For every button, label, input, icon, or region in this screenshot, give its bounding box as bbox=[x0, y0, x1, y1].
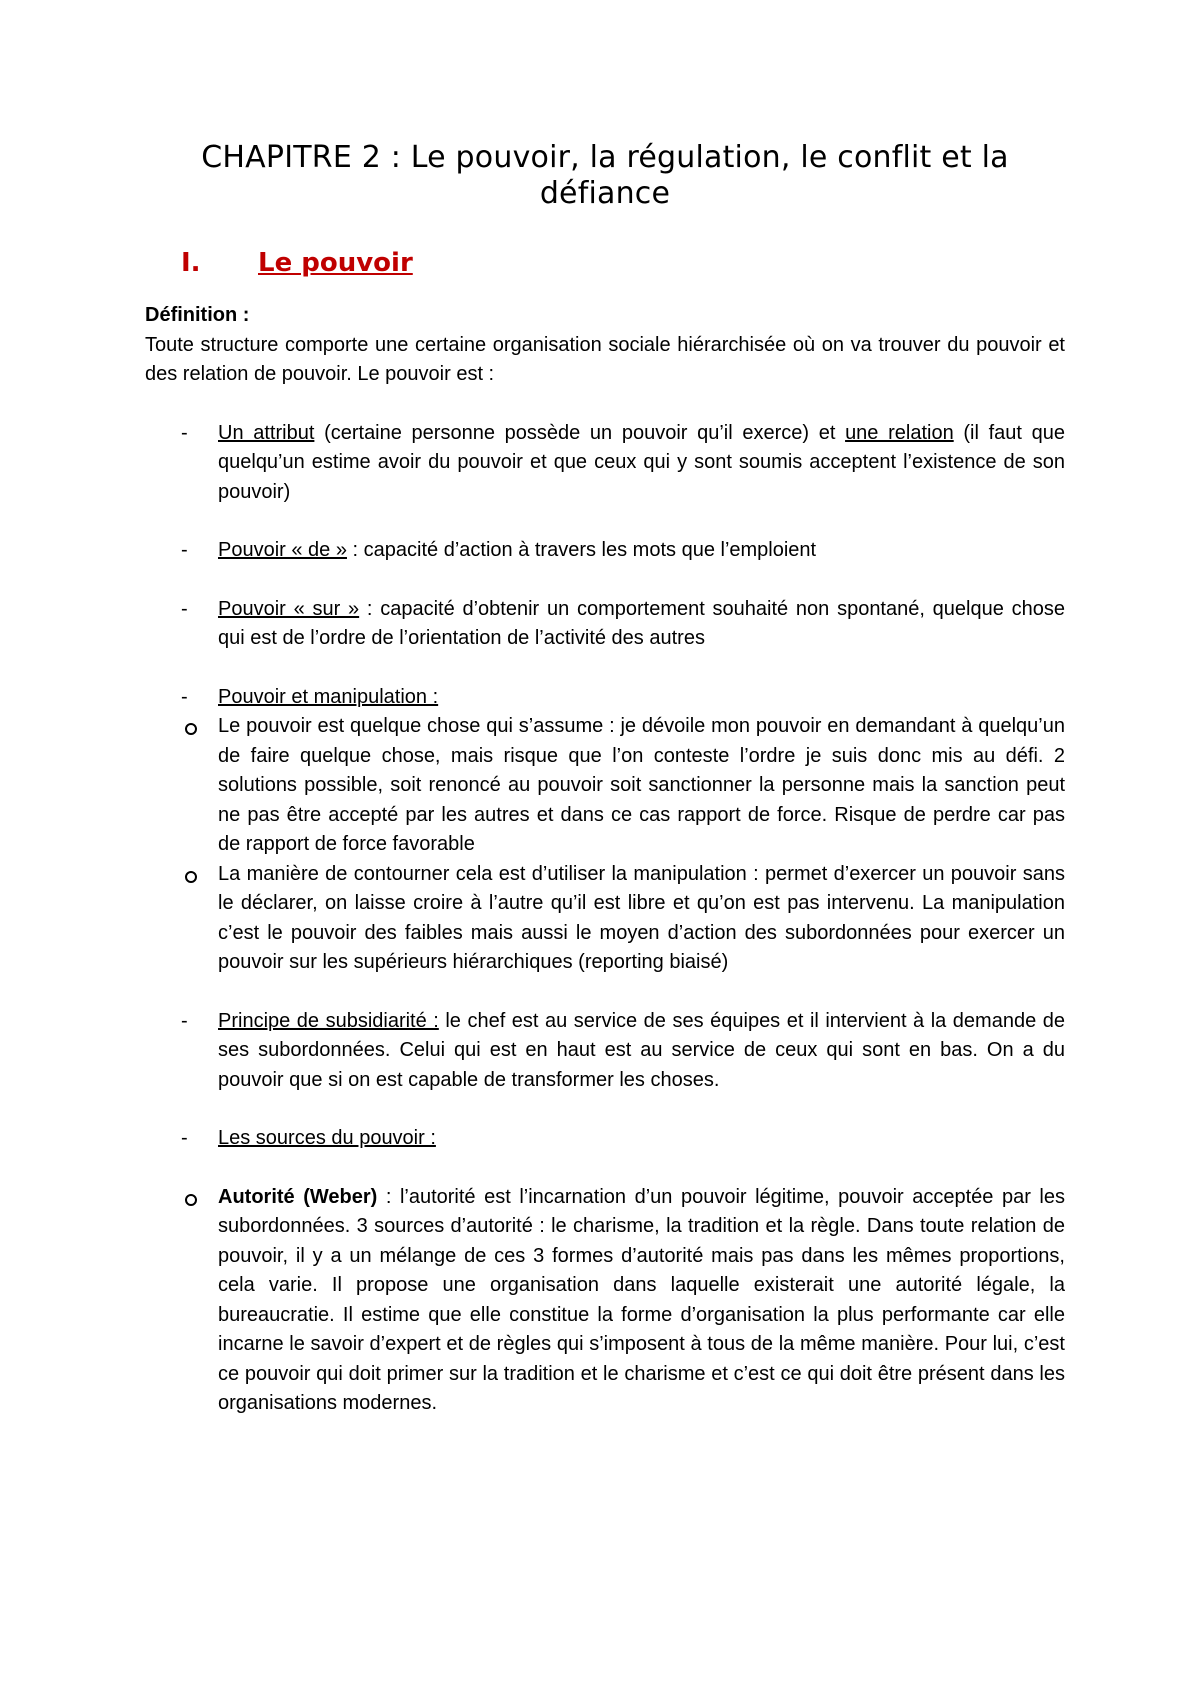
section-title: Le pouvoir bbox=[258, 248, 413, 278]
text-autorite: : l’autorité est l’incarnation d’un pouvoir légitime, pouvoir acceptée par les subordonnées. 3 sources d’autorité : le charisme, la tradition et la règle. Dans toute relation de pouvoir, il y a un mélange de ces 3 formes d’autorité mais pas dans les mêmes proportions, cela varie. Il propose une organisation dans laquelle existerait une autorité légale, la bureaucratie. Il estime que elle constitue la forme d’organisation la plus performante car elle incarne le savoir d’expert et de règles qui s’imposent à tous de la même manière. Pour lui, c’est ce pouvoir qui doit primer sur la tradition et le charisme et c’est ce qui doit être présent dans les organisations modernes. bbox=[218, 1185, 1065, 1414]
sources-sublist bbox=[145, 1183, 1065, 1419]
section-heading bbox=[145, 248, 1065, 278]
list-item-sources bbox=[145, 1124, 1065, 1154]
text-pouvoir-de: : capacité d’action à travers les mots que l’emploient bbox=[346, 539, 817, 561]
list-item-sub bbox=[145, 1183, 1065, 1419]
dash-marker: - bbox=[181, 539, 188, 561]
definition-label: Définition : bbox=[145, 304, 250, 326]
term-autorite: Autorité (Weber) bbox=[218, 1185, 378, 1208]
list-item-sub bbox=[145, 860, 1065, 978]
text-attribut-mid: (certaine personne possède un pouvoir qu’il exerce) et bbox=[314, 421, 846, 444]
document-page bbox=[145, 140, 1065, 1419]
text-subsidiarite: le chef est au service de ses équipes et il intervient à la demande de ses subordonnées. Celui qui est en haut est au service de ceux qui sont en bas. On a du pouvoir que si on est capable de transformer les choses. bbox=[218, 1009, 1065, 1091]
document-title: CHAPITRE 2 : Le pouvoir, la régulation, le conflit et la défiance bbox=[201, 140, 1009, 211]
list-item-subsidiarite bbox=[145, 1007, 1065, 1096]
circle-bullet-icon bbox=[185, 723, 197, 735]
dash-marker: - bbox=[181, 685, 188, 708]
list-item-pouvoir-sur bbox=[145, 595, 1065, 654]
list-item-manipulation bbox=[145, 683, 1065, 713]
section-number: I. bbox=[181, 248, 201, 278]
text-manipulation-sub2: La manière de contourner cela est d’utiliser la manipulation : permet d’exercer un pouvoir sans le déclarer, on laisse croire à l’autre qu’il est libre et qu’on est pas intervenu. La manipulation c’est le pouvoir des faibles mais aussi le moyen d’action des subordonnées pour exercer un pouvoir sur les supérieurs hiérarchiques (reporting biaisé) bbox=[218, 862, 1065, 973]
list-item-attribut bbox=[145, 419, 1065, 508]
text-attribut-rest: (il faut que quelqu’un estime avoir du pouvoir et que ceux qui y sont soumis acceptent l’existence de son pouvoir) bbox=[218, 421, 1065, 503]
circle-bullet-icon bbox=[185, 871, 197, 883]
list-item-sub bbox=[145, 712, 1065, 860]
term-subsidiarite: Principe de subsidiarité : bbox=[218, 1009, 439, 1032]
term-pouvoir-de: Pouvoir « de » bbox=[218, 539, 347, 561]
term-pouvoir-sur: Pouvoir « sur » bbox=[218, 597, 360, 620]
dash-marker: - bbox=[181, 1127, 188, 1149]
term-attribut: Un attribut bbox=[218, 421, 315, 444]
term-sources: Les sources du pouvoir : bbox=[218, 1127, 436, 1149]
dash-marker: - bbox=[181, 421, 188, 444]
term-manipulation: Pouvoir et manipulation : bbox=[218, 685, 439, 708]
dash-marker: - bbox=[181, 597, 188, 620]
list-item-pouvoir-de bbox=[145, 536, 1065, 566]
text-manipulation-sub1: Le pouvoir est quelque chose qui s’assume : je dévoile mon pouvoir en demandant à quelqu’un de faire quelque chose, mais risque que l’on conteste l’ordre je suis donc mis au défi. 2 solutions possible, soit renoncé au pouvoir soit sanctionner la personne mais la sanction peut ne pas être accepté par les autres et dans ce cas rapport de force. Risque de perdre car pas de rapport de force favorable bbox=[218, 715, 1065, 855]
term-relation: une relation bbox=[845, 421, 954, 444]
circle-bullet-icon bbox=[185, 1194, 197, 1206]
definition-text: Toute structure comporte une certaine organisation sociale hiérarchisée où on va trouver du pouvoir et des relation de pouvoir. Le pouvoir est : bbox=[145, 333, 1065, 385]
text-pouvoir-sur: : capacité d’obtenir un comportement souhaité non spontané, quelque chose qui est de l’ordre de l’orientation de l’activité des autres bbox=[218, 597, 1065, 649]
manipulation-sublist bbox=[145, 712, 1065, 978]
dash-marker: - bbox=[181, 1009, 188, 1032]
